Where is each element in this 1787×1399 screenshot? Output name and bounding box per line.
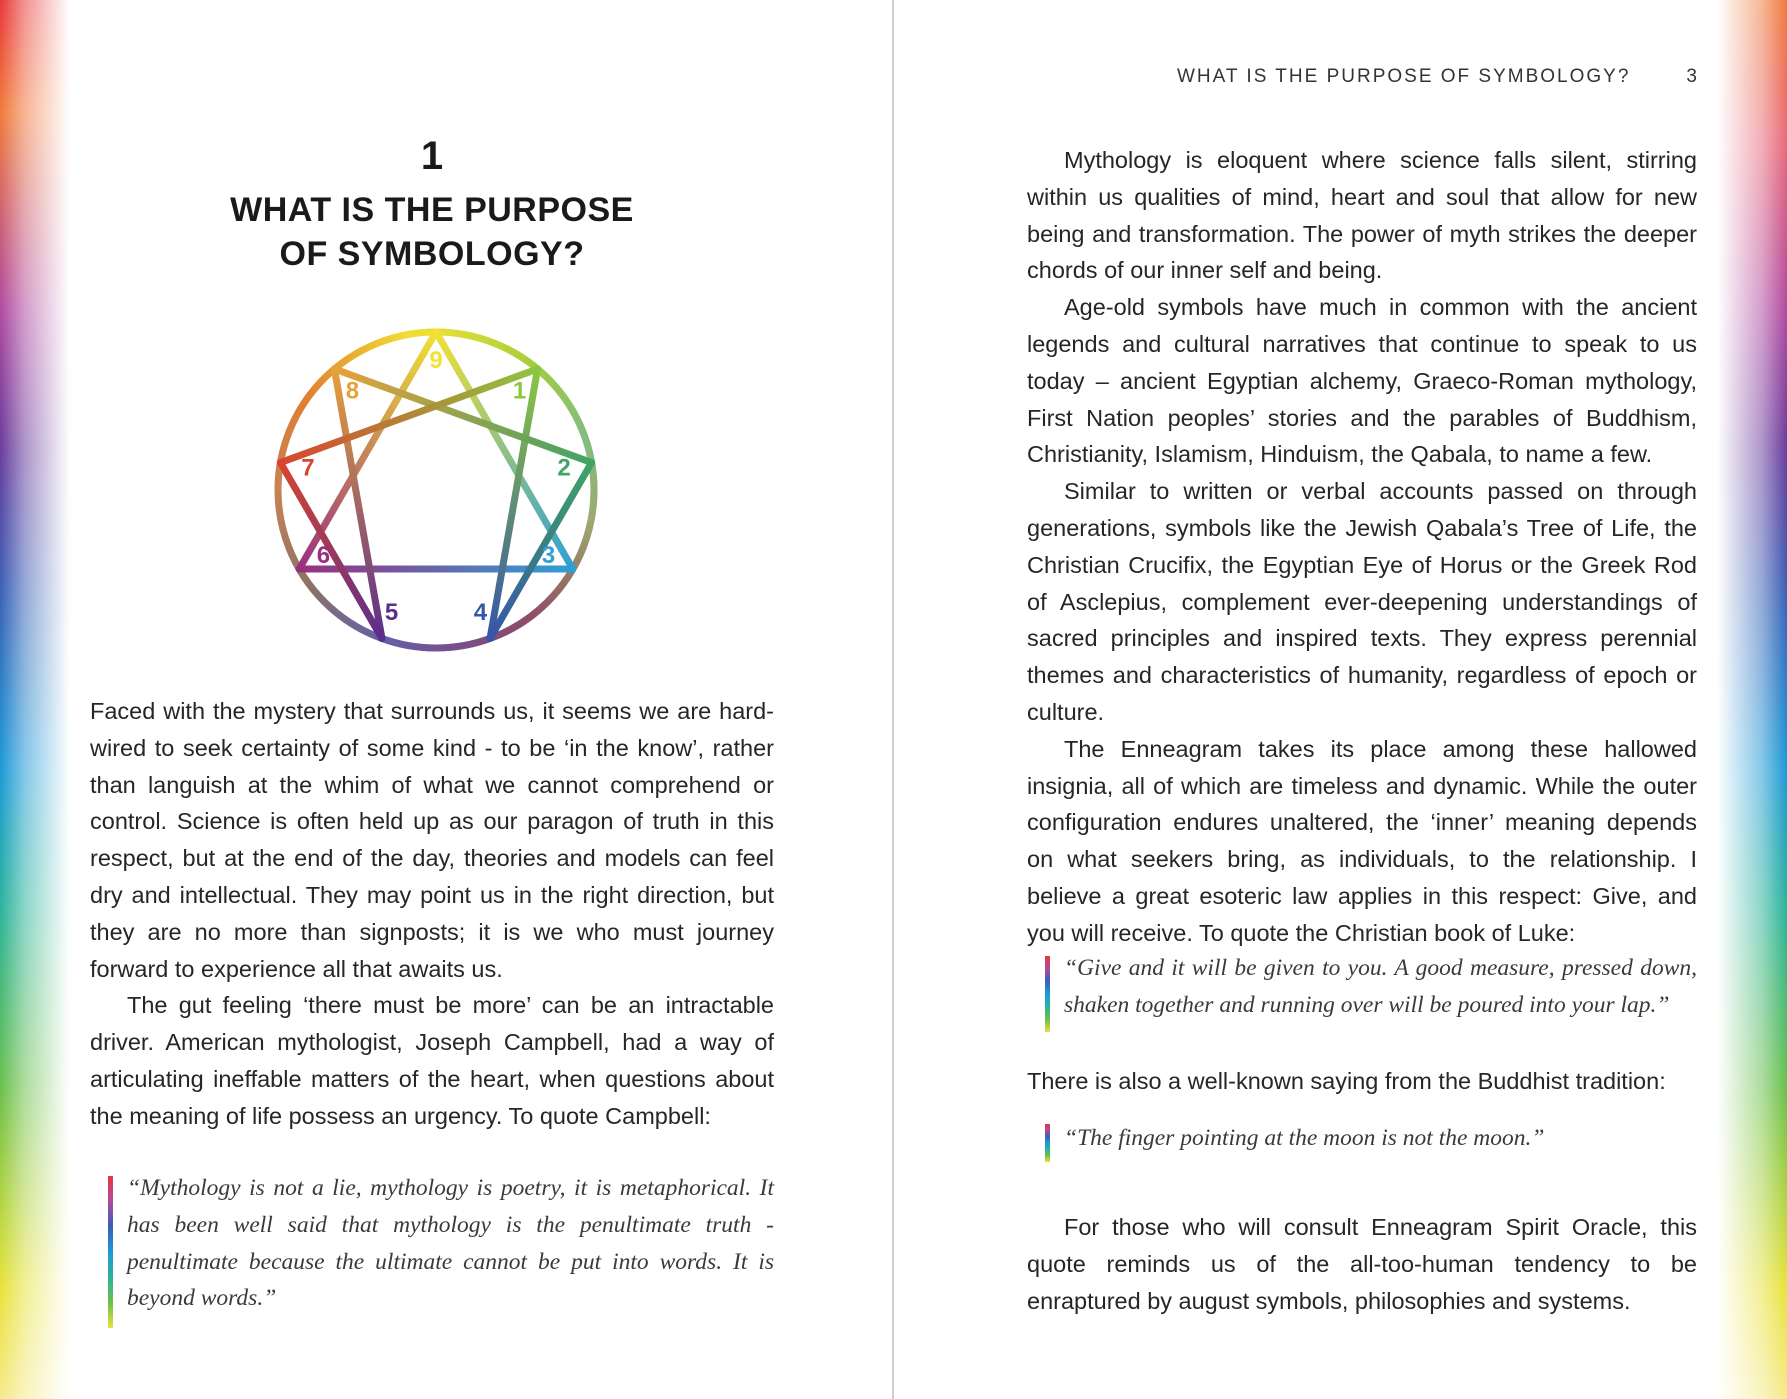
enneagram-label-6: 6 (316, 542, 331, 569)
enneagram-label-2: 2 (557, 454, 571, 482)
paragraph: Faced with the mystery that surrounds us, it seems we are hard-wired to seek certainty of some kind - to be ‘in the know’, rather than languish at the whim of what we cannot comprehend or control. Science is often held up as our paragon of truth in this respect, but at the end of the day, theories and models can feel dry and intellectual. They may point us in the right direction, but they are no more than signposts; it is we who must journey forward to experience all that awaits us. (90, 698, 774, 982)
enneagram-label-1: 1 (512, 377, 527, 405)
enneagram-label-3: 3 (541, 542, 556, 569)
campbell-quote (108, 1170, 774, 1317)
enneagram-label-9: 9 (429, 347, 443, 374)
quote-text: “The finger pointing at the moon is not the moon.” (1064, 1125, 1545, 1151)
enneagram-label-8: 8 (345, 377, 360, 405)
paragraph: The gut feeling ‘there must be more’ can be an intractable driver. American mythologist, Joseph Campbell, had a way of articulating ineffable matters of the heart, when questions about the meaning of life possess an urgency. To quote Campbell: (90, 992, 774, 1129)
running-head (1027, 66, 1697, 88)
quote-text: “Give and it will be given to you. A good measure, pressed down, shaken together and running over will be poured into your lap.” (1064, 955, 1697, 1018)
luke-quote (1045, 950, 1697, 1024)
rainbow-edge-left (0, 0, 70, 1399)
paragraph: Mythology is eloquent where science falls silent, stirring within us qualities of mind, heart and soul that allow for new being and transformation. The power of myth strikes the deeper chords of our inner self and being. (1027, 147, 1697, 284)
right-page-body (1027, 142, 1697, 952)
enneagram-lines (278, 332, 594, 648)
book-gutter (892, 0, 894, 1399)
quote-rainbow-bar (1045, 956, 1050, 1032)
chapter-number: 1 (420, 134, 444, 178)
paragraph: Similar to written or verbal accounts passed on through generations, symbols like the Jewish Qabala’s Tree of Life, the Christian Crucifix, the Egyptian Eye of Horus or the Greek Rod of Asclepius, complement ever-deepening understandings of sacred principles and inspired texts. They express perennial themes and characteristics of humanity, regardless of epoch or culture. (1027, 478, 1697, 725)
chapter-title-line-1: WHAT IS THE PURPOSE (230, 191, 634, 229)
enneagram-label-7: 7 (301, 454, 315, 482)
paragraph: There is also a well-known saying from the Buddhist tradition: (1027, 1068, 1666, 1094)
chapter-title-line-2: OF SYMBOLOGY? (279, 235, 585, 273)
quote-text: “Mythology is not a lie, mythology is poetry, it is metaphorical. It has been well said that mythology is the penultimate truth - penultimate because the ultimate cannot be put into words. It is beyond words.” (127, 1175, 774, 1312)
enneagram-label-5: 5 (384, 599, 399, 627)
bridge-text (1027, 1063, 1697, 1100)
page-number: 3 (1686, 66, 1697, 87)
enneagram-circle-overlay (278, 332, 594, 648)
enneagram-labels (301, 347, 570, 626)
closing-text (1027, 1209, 1697, 1319)
enneagram-label-4: 4 (473, 599, 488, 627)
left-page-body (90, 693, 774, 1135)
quote-rainbow-bar (1045, 1124, 1050, 1162)
running-head-title: WHAT IS THE PURPOSE OF SYMBOLOGY? (1176, 66, 1631, 87)
paragraph: Age-old symbols have much in common with the ancient legends and cultural narratives that continue to speak to us today – ancient Egyptian alchemy, Graeco-Roman mythology, First Nation peoples’ stories and the parables of Buddhism, Christianity, Islamism, Hinduism, the Qabala, to name a few. (1027, 294, 1697, 468)
quote-rainbow-bar (108, 1176, 113, 1328)
paragraph: For those who will consult Enneagram Spirit Oracle, this quote reminds us of the all-too-human tendency to be enraptured by august symbols, philosophies and systems. (1027, 1214, 1697, 1314)
buddhist-quote (1045, 1120, 1697, 1157)
chapter-title (90, 188, 774, 276)
paragraph: The Enneagram takes its place among these hallowed insignia, all of which are timeless and dynamic. While the outer configuration endures unaltered, the ‘inner’ meaning depends on what seekers bring, as individuals, to the relationship. I believe a great esoteric law applies in this respect: Give, and you will receive. To quote the Christian book of Luke: (1027, 735, 1697, 946)
rainbow-edge-right (1717, 0, 1787, 1399)
enneagram-symbol (256, 310, 616, 670)
